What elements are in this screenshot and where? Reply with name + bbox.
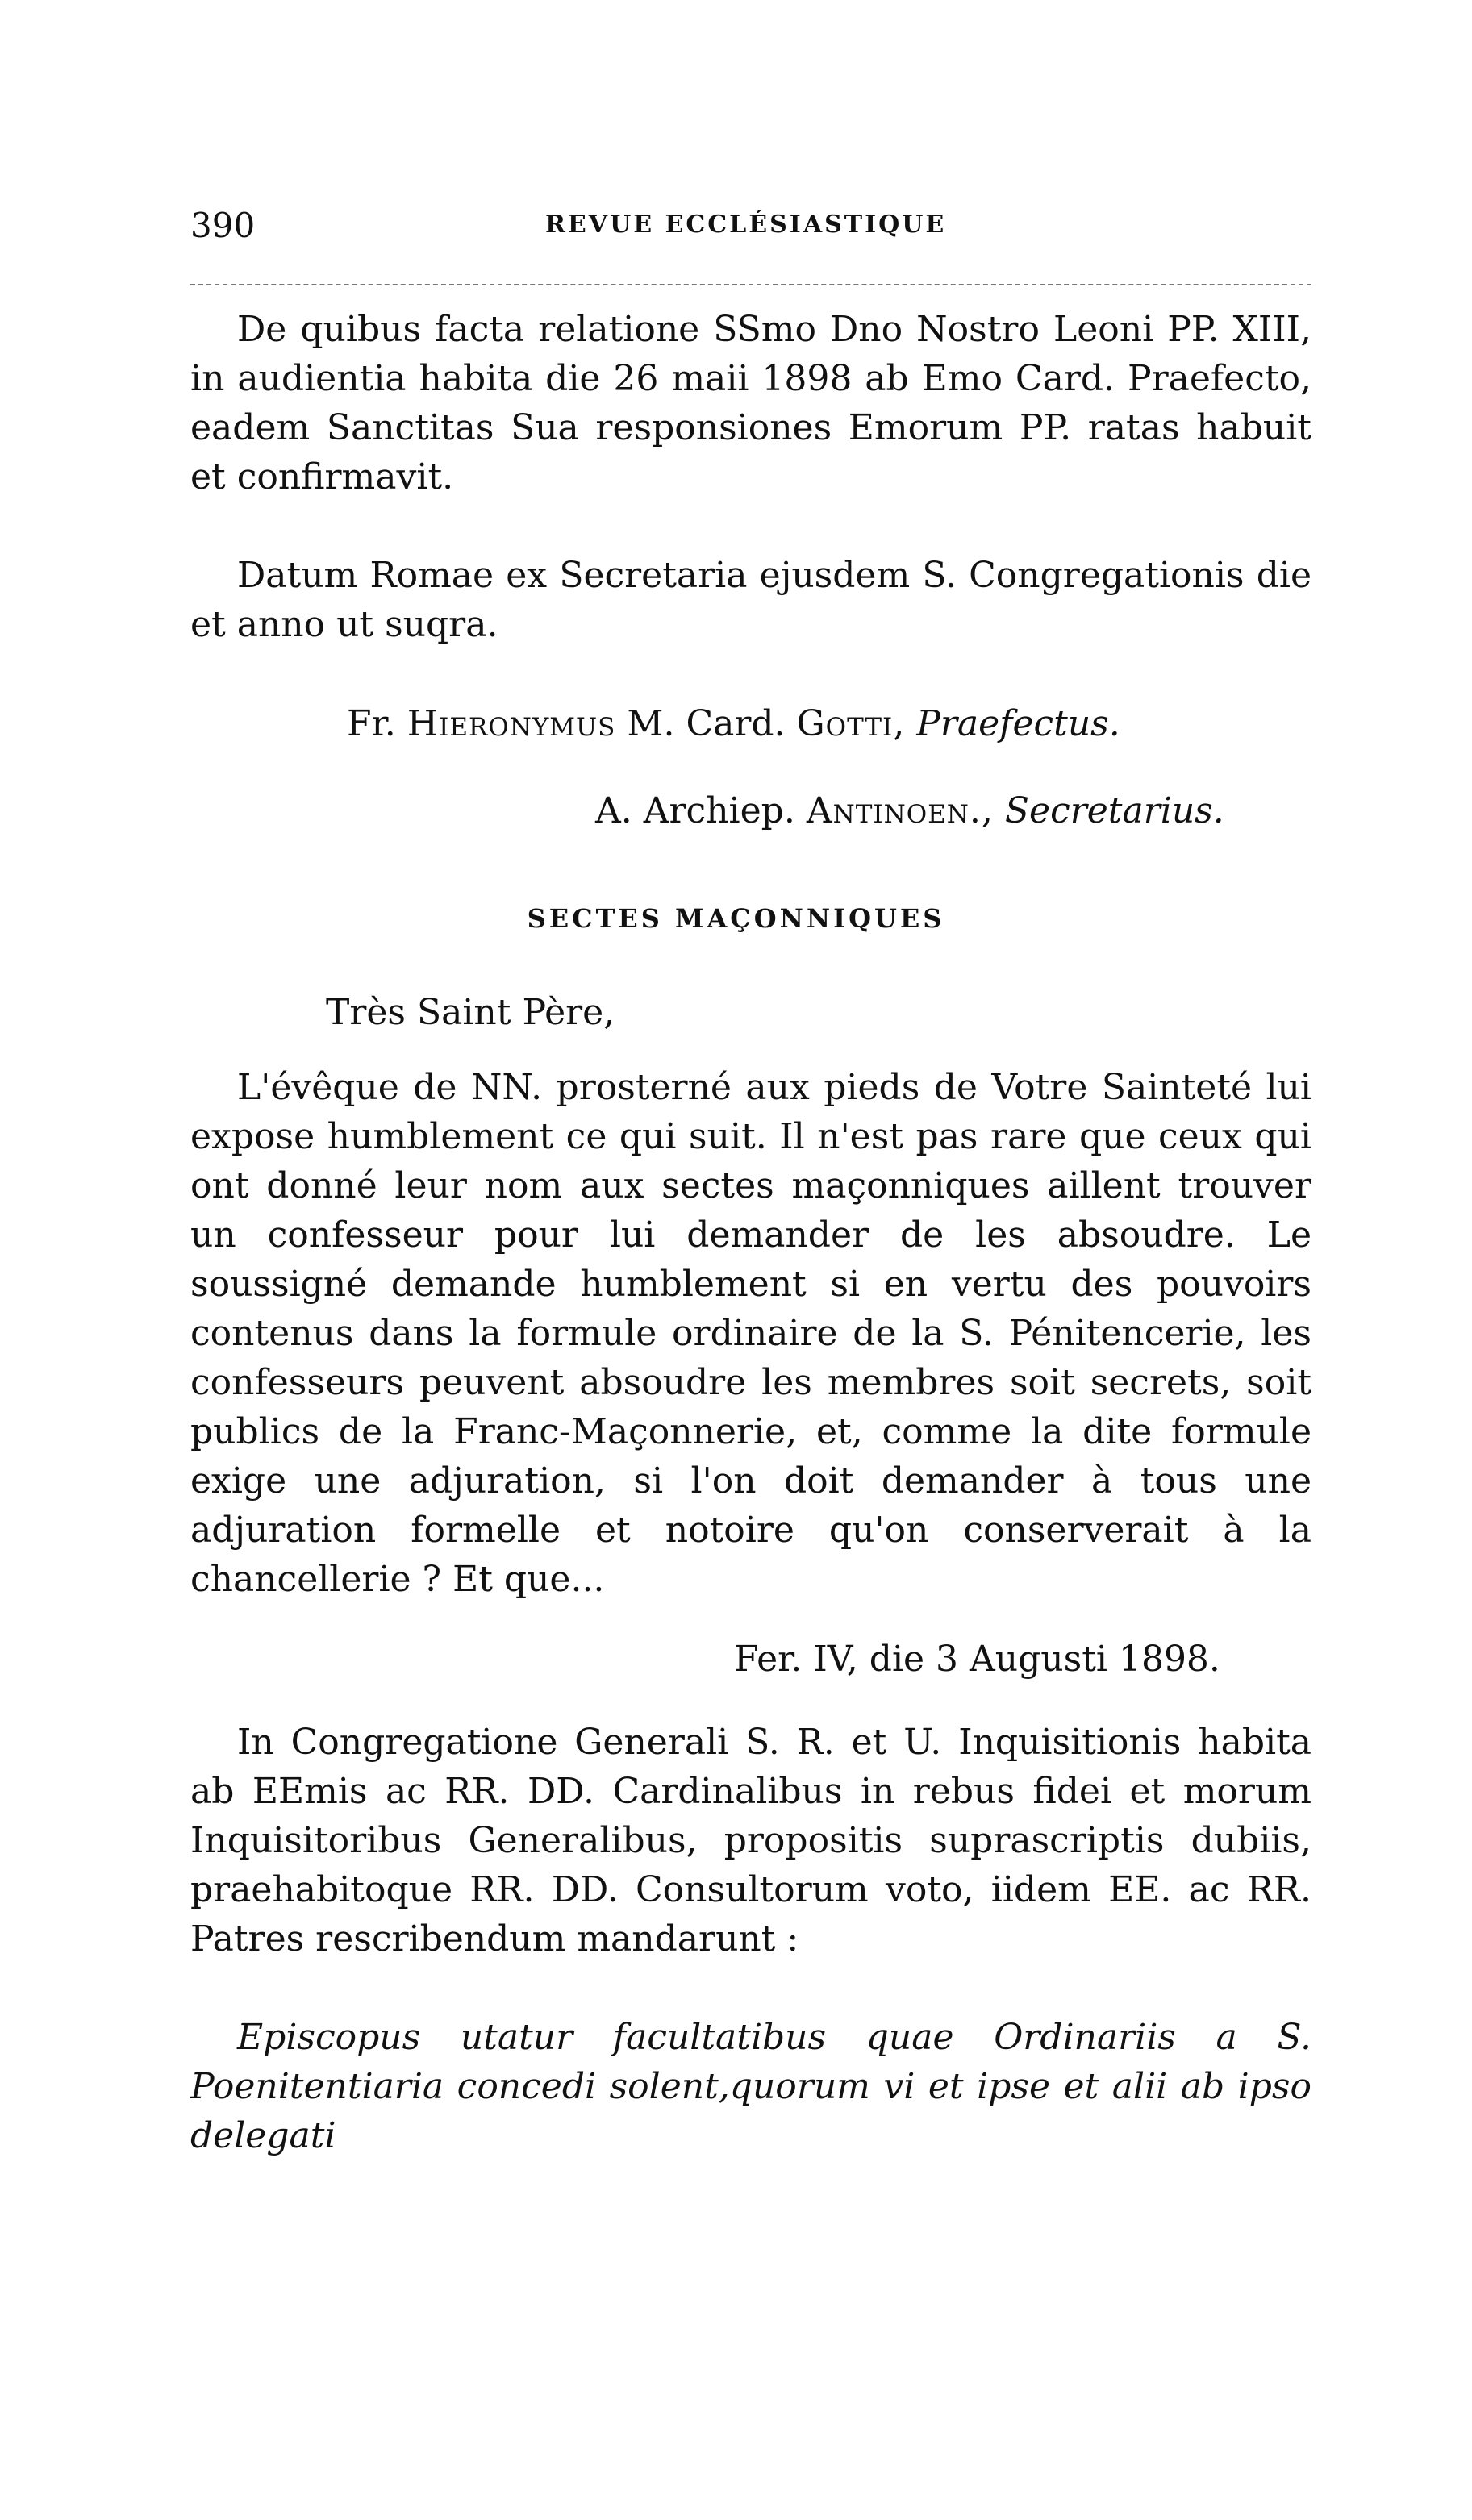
signature-surname: Gotti, bbox=[796, 703, 906, 744]
header-rule bbox=[190, 284, 1311, 285]
signature-name: Antinoen., bbox=[806, 790, 994, 831]
paragraph-request: L'évêque de NN. prosterné aux pieds de Votre Sainteté lui expose humblement ce qui suit. Il n'est pas rare que ceux qui ont donné leur nom aux sectes maçonniques aillent trouver un confesseur pour lui demander de les absoudre. Le soussigné demande humblement si en vertu des pouvoirs contenus dans la formule ordinaire de la S. Pénitencerie, les confesseurs peuvent absoudre les membres soit secrets, soit publics de la Franc-Maçonnerie, et, comme la dite formule exige une adjuration, si l'on doit demander à tous une adjuration formelle et notoire qu'on conserverait à la chancellerie ? Et que... bbox=[190, 1067, 1311, 1600]
salutation: Très Saint Père, bbox=[326, 992, 615, 1033]
page-header bbox=[190, 206, 1311, 254]
signature-middle: M. Card. bbox=[627, 703, 786, 744]
signature-prefix: A. Archiep. bbox=[595, 790, 795, 831]
section-title: SECTES MAÇONNIQUES bbox=[527, 903, 945, 934]
signature-secretary bbox=[595, 790, 1224, 831]
paragraph-response: Episcopus utatur facultatibus quae Ordinariis a S. Poenitentiaria concedi solent,quorum vi et ipse et alii ab ipso delegati bbox=[190, 2017, 1311, 2156]
signature-title: Secretarius. bbox=[1004, 790, 1224, 831]
running-title: REVUE ECCLÉSIASTIQUE bbox=[545, 210, 947, 239]
paragraph-datum: Datum Romae ex Secretaria ejusdem S. Congregationis die et anno ut suqra. bbox=[190, 555, 1311, 645]
signature-prefix: Fr. bbox=[347, 703, 396, 744]
date-line: Fer. IV, die 3 Augusti 1898. bbox=[734, 1639, 1220, 1680]
signature-title: Praefectus. bbox=[916, 703, 1120, 744]
paragraph-congregatione: In Congregatione Generali S. R. et U. Inquisitionis habita ab EEmis ac RR. DD. Cardinalibus in rebus fidei et morum Inquisitoribus Generalibus, propositis suprascriptis dubiis, praehabitoque RR. DD. Consultorum voto, iidem EE. ac RR. Patres rescribendum mandarunt : bbox=[190, 1722, 1311, 1960]
signature-prefect bbox=[347, 703, 1120, 744]
paragraph-relatione: De quibus facta relatione SSmo Dno Nostro Leoni PP. XIII, in audientia habita die 26 maii 1898 ab Emo Card. Praefecto, eadem Sanctitas Sua responsiones Emorum PP. ratas habuit et confirmavit. bbox=[190, 309, 1311, 498]
signature-name: Hieronymus bbox=[407, 703, 616, 744]
page-number: 390 bbox=[190, 206, 256, 245]
